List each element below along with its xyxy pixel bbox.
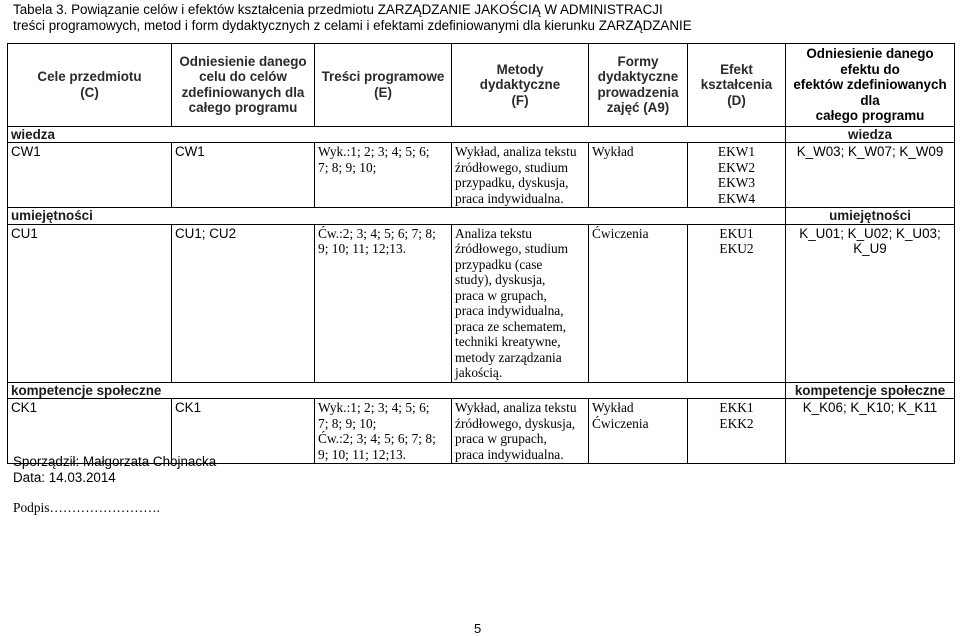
cell-line: praca ze schematem, bbox=[455, 318, 567, 334]
caption-line-2: treści programowych, metod i form dydaktycznych z celami i efektami zdefiniowanymi dla kierunku ZARZĄDZANIE bbox=[13, 17, 692, 33]
cell-line: Analiza tekstu bbox=[455, 225, 532, 241]
cell-line: (F) bbox=[511, 92, 529, 108]
cell-line: K_W03; K_W07; K_W09 bbox=[796, 144, 944, 159]
outcome-link-cell bbox=[786, 399, 955, 464]
goals-effects-table bbox=[7, 43, 955, 464]
methods-cell bbox=[452, 224, 589, 382]
section-row-knowledge bbox=[8, 126, 955, 143]
cell-line: źródłowego, dyskusja, bbox=[455, 415, 576, 431]
signature-line: Podpis……………………. bbox=[13, 500, 160, 515]
header-goal-link bbox=[172, 44, 315, 127]
cell-line: celu do celów bbox=[199, 69, 287, 85]
cell-line: EKW3 bbox=[717, 175, 756, 190]
goal-cell: CW1 bbox=[8, 143, 172, 208]
outcome-cell bbox=[688, 143, 786, 208]
cell-line: EKW2 bbox=[717, 159, 756, 175]
goal-cell: CU1 bbox=[8, 224, 172, 382]
header-goals bbox=[8, 44, 172, 127]
cell-line: zdefiniowanych dla bbox=[181, 84, 305, 100]
header-learning-outcome bbox=[688, 44, 786, 127]
cell-line: EKW4 bbox=[717, 190, 756, 206]
cell-line: całego programu bbox=[188, 100, 298, 116]
outcome-cell bbox=[688, 399, 786, 464]
goal-link-cell: CU1; CU2 bbox=[172, 224, 315, 382]
section-label: umiejętności bbox=[8, 208, 786, 225]
cell-line: dydaktyczne bbox=[597, 69, 679, 85]
cell-line: (C) bbox=[80, 84, 99, 100]
header-teaching-methods bbox=[452, 44, 589, 127]
cell-line: EKK1 bbox=[719, 400, 754, 415]
outcome-link-cell bbox=[786, 224, 955, 382]
goal-link-cell: CK1 bbox=[172, 399, 315, 464]
cell-line: jakością. bbox=[455, 365, 503, 380]
outcome-link-cell bbox=[786, 143, 955, 208]
forms-cell bbox=[589, 143, 688, 208]
section-label-right: umiejętności bbox=[786, 208, 955, 225]
methods-cell bbox=[452, 143, 589, 208]
forms-cell bbox=[589, 399, 688, 464]
cell-line: 7; 8; 9; 10; bbox=[318, 159, 377, 175]
cell-line: całego programu bbox=[815, 108, 925, 123]
cell-line: Treści programowe bbox=[321, 69, 445, 85]
cell-line: Odniesienie danego efektu do bbox=[806, 46, 934, 77]
cell-line: 7; 8; 9; 10; bbox=[318, 415, 377, 431]
content-cell bbox=[315, 224, 452, 382]
section-row-social-competences bbox=[8, 382, 955, 399]
prepared-by: Sporządził: Małgorzata Chojnacka bbox=[13, 454, 217, 469]
cell-line: praca indywidualna. bbox=[455, 446, 564, 462]
table-row bbox=[8, 143, 955, 208]
section-label: kompetencje społeczne bbox=[8, 382, 786, 399]
header-program-content bbox=[315, 44, 452, 127]
cell-line: Wyk.:1; 2; 3; 4; 5; 6; bbox=[318, 400, 430, 415]
header-teaching-forms bbox=[589, 44, 688, 127]
cell-line: praca w grupach, bbox=[455, 431, 547, 446]
cell-line: metody zarządzania bbox=[455, 349, 562, 365]
cell-line: EKU1 bbox=[719, 225, 754, 241]
header-outcome-link bbox=[786, 44, 955, 127]
cell-line: praca indywidualna, bbox=[455, 303, 564, 318]
cell-line: źródłowego, studium bbox=[455, 159, 569, 175]
cell-line: study), dyskusja, bbox=[455, 272, 546, 287]
section-label-right: kompetencje społeczne bbox=[786, 382, 955, 399]
cell-line: Ćw.:2; 3; 4; 5; 6; 7; 8; bbox=[318, 431, 436, 446]
cell-line: 9; 10; 11; 12;13. bbox=[318, 446, 407, 462]
cell-line: efektów zdefiniowanych dla bbox=[793, 77, 947, 108]
caption-line-1: Tabela 3. Powiązanie celów i efektów kształcenia przedmiotu ZARZĄDZANIE JAKOŚCIĄ W ADMINISTRACJI bbox=[13, 2, 663, 17]
table-row bbox=[8, 224, 955, 382]
forms-cell bbox=[589, 224, 688, 382]
cell-line: przypadku (case bbox=[455, 256, 543, 272]
table-header-row bbox=[8, 44, 955, 127]
cell-line: praca indywidualna. bbox=[455, 190, 564, 206]
cell-line: Wykład, analiza tekstu bbox=[455, 144, 577, 159]
cell-line: Ćwiczenia bbox=[592, 415, 649, 431]
content-cell bbox=[315, 143, 452, 208]
goal-link-cell: CW1 bbox=[172, 143, 315, 208]
cell-line: K_U9 bbox=[853, 241, 887, 256]
cell-line: praca w grupach, bbox=[455, 287, 547, 303]
page-number: 5 bbox=[474, 621, 482, 636]
cell-line: Metody dydaktyczne bbox=[479, 61, 561, 92]
methods-cell bbox=[452, 399, 589, 464]
cell-line: (E) bbox=[374, 84, 392, 100]
cell-line: Wykład bbox=[592, 144, 634, 159]
cell-line: techniki kreatywne, bbox=[455, 334, 561, 349]
cell-line: EKW1 bbox=[717, 144, 756, 159]
cell-line: Wykład bbox=[592, 400, 634, 415]
cell-line: Ćwiczenia bbox=[592, 225, 649, 241]
cell-line: Ćw.:2; 3; 4; 5; 6; 7; 8; bbox=[318, 225, 436, 241]
section-row-skills bbox=[8, 208, 955, 225]
section-label-right: wiedza bbox=[786, 126, 955, 143]
cell-line: Formy bbox=[617, 53, 659, 69]
cell-line: 9; 10; 11; 12;13. bbox=[318, 241, 407, 256]
cell-line: Wykład, analiza tekstu bbox=[455, 400, 577, 415]
footer-block bbox=[13, 454, 216, 485]
cell-line: EKU2 bbox=[719, 241, 754, 256]
cell-line: zajęć (A9) bbox=[606, 100, 670, 116]
cell-line: Odniesienie danego bbox=[179, 53, 307, 69]
table-caption bbox=[13, 2, 953, 33]
outcome-cell bbox=[688, 224, 786, 382]
cell-line: K_K06; K_K10; K_K11 bbox=[802, 400, 938, 415]
cell-line: przypadku, dyskusja, bbox=[455, 175, 569, 190]
prepared-date: Data: 14.03.2014 bbox=[13, 469, 116, 485]
cell-line: Wyk.:1; 2; 3; 4; 5; 6; bbox=[318, 144, 430, 159]
cell-line: K_U01; K_U02; K_U03; bbox=[799, 225, 941, 241]
cell-line: źródłowego, studium bbox=[455, 241, 569, 256]
goal-cell: CK1 bbox=[8, 399, 172, 464]
cell-line: EKK2 bbox=[719, 415, 754, 431]
section-label: wiedza bbox=[8, 126, 786, 143]
cell-line: (D) bbox=[727, 92, 746, 108]
content-cell bbox=[315, 399, 452, 464]
cell-line: kształcenia bbox=[700, 77, 773, 92]
cell-line: prowadzenia bbox=[597, 84, 679, 100]
cell-line: Efekt bbox=[720, 61, 753, 77]
cell-line: Cele przedmiotu bbox=[37, 69, 142, 85]
